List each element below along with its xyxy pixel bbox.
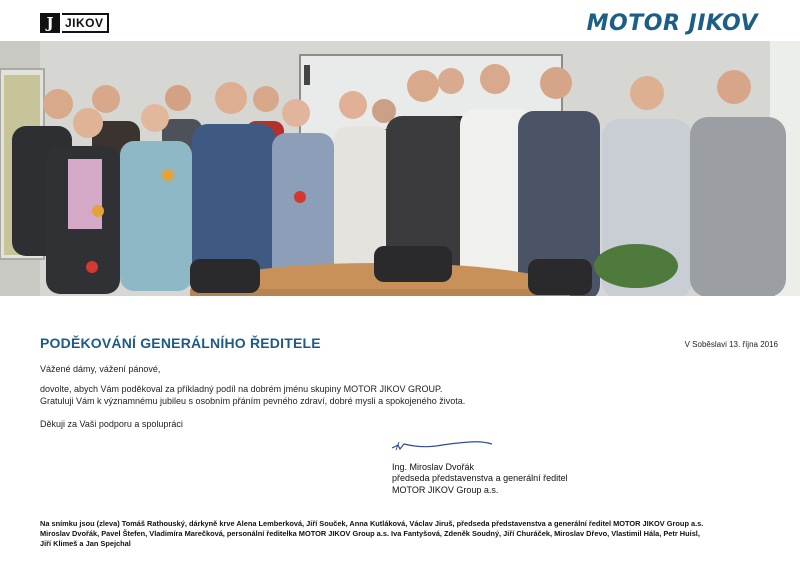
photo-caption xyxy=(40,519,760,548)
jikov-logo xyxy=(40,13,109,33)
signature-name: Ing. Miroslav Dvořák xyxy=(392,462,475,472)
group-photo xyxy=(0,41,800,296)
signature-company: MOTOR JIKOV Group a.s. xyxy=(392,485,499,495)
motor-jikov-logo: MOTOR JIKOV xyxy=(586,11,758,36)
jikov-logo-mark: J xyxy=(40,13,60,33)
letter-title: PODĚKOVÁNÍ GENERÁLNÍHO ŘEDITELE xyxy=(40,335,321,351)
jikov-logo-text: JIKOV xyxy=(62,13,109,33)
handwritten-signature xyxy=(390,436,500,458)
letter-paragraph-line-1: dovolte, abych Vám poděkoval za příkladný podíl na dobrém jménu skupiny MOTOR JIKOV GROUP. xyxy=(40,384,443,394)
caption-line-3: Jiří Klimeš a Jan Spejchal xyxy=(40,538,131,548)
letter-date: V Soběslavi 13. října 2016 xyxy=(684,340,778,349)
letter-greeting: Vážené dámy, vážení pánové, xyxy=(40,364,161,374)
signature-role: předseda představenstva a generální ředitel xyxy=(392,473,568,483)
caption-line-1: Na snímku jsou (zleva) Tomáš Rathouský, dárkyně krve Alena Lemberková, Jiří Souček, Anna Kutláková, Václav Jiruš, předseda představenstva a generální ředitel MOTOR JIKOV Group a.s. xyxy=(40,519,704,528)
letter-thanks: Děkuji za Vaši podporu a spolupráci xyxy=(40,419,183,429)
letter-paragraph-line-2: Gratuluji Vám k významnému jubileu s osobním přáním pevného zdraví, dobré mysli a spokojeného života. xyxy=(40,396,466,406)
caption-line-2: Miroslav Dvořák, Pavel Štefen, Vladimíra Marečková, personální ředitelka MOTOR JIKOV Group a.s. Iva Fantyšová, Zdeněk Soudný, Jiří Churáček, Miroslav Dřevo, Vlastimil Hála, Petr Huisl, xyxy=(40,528,700,538)
group-photo-illustration xyxy=(0,41,800,296)
